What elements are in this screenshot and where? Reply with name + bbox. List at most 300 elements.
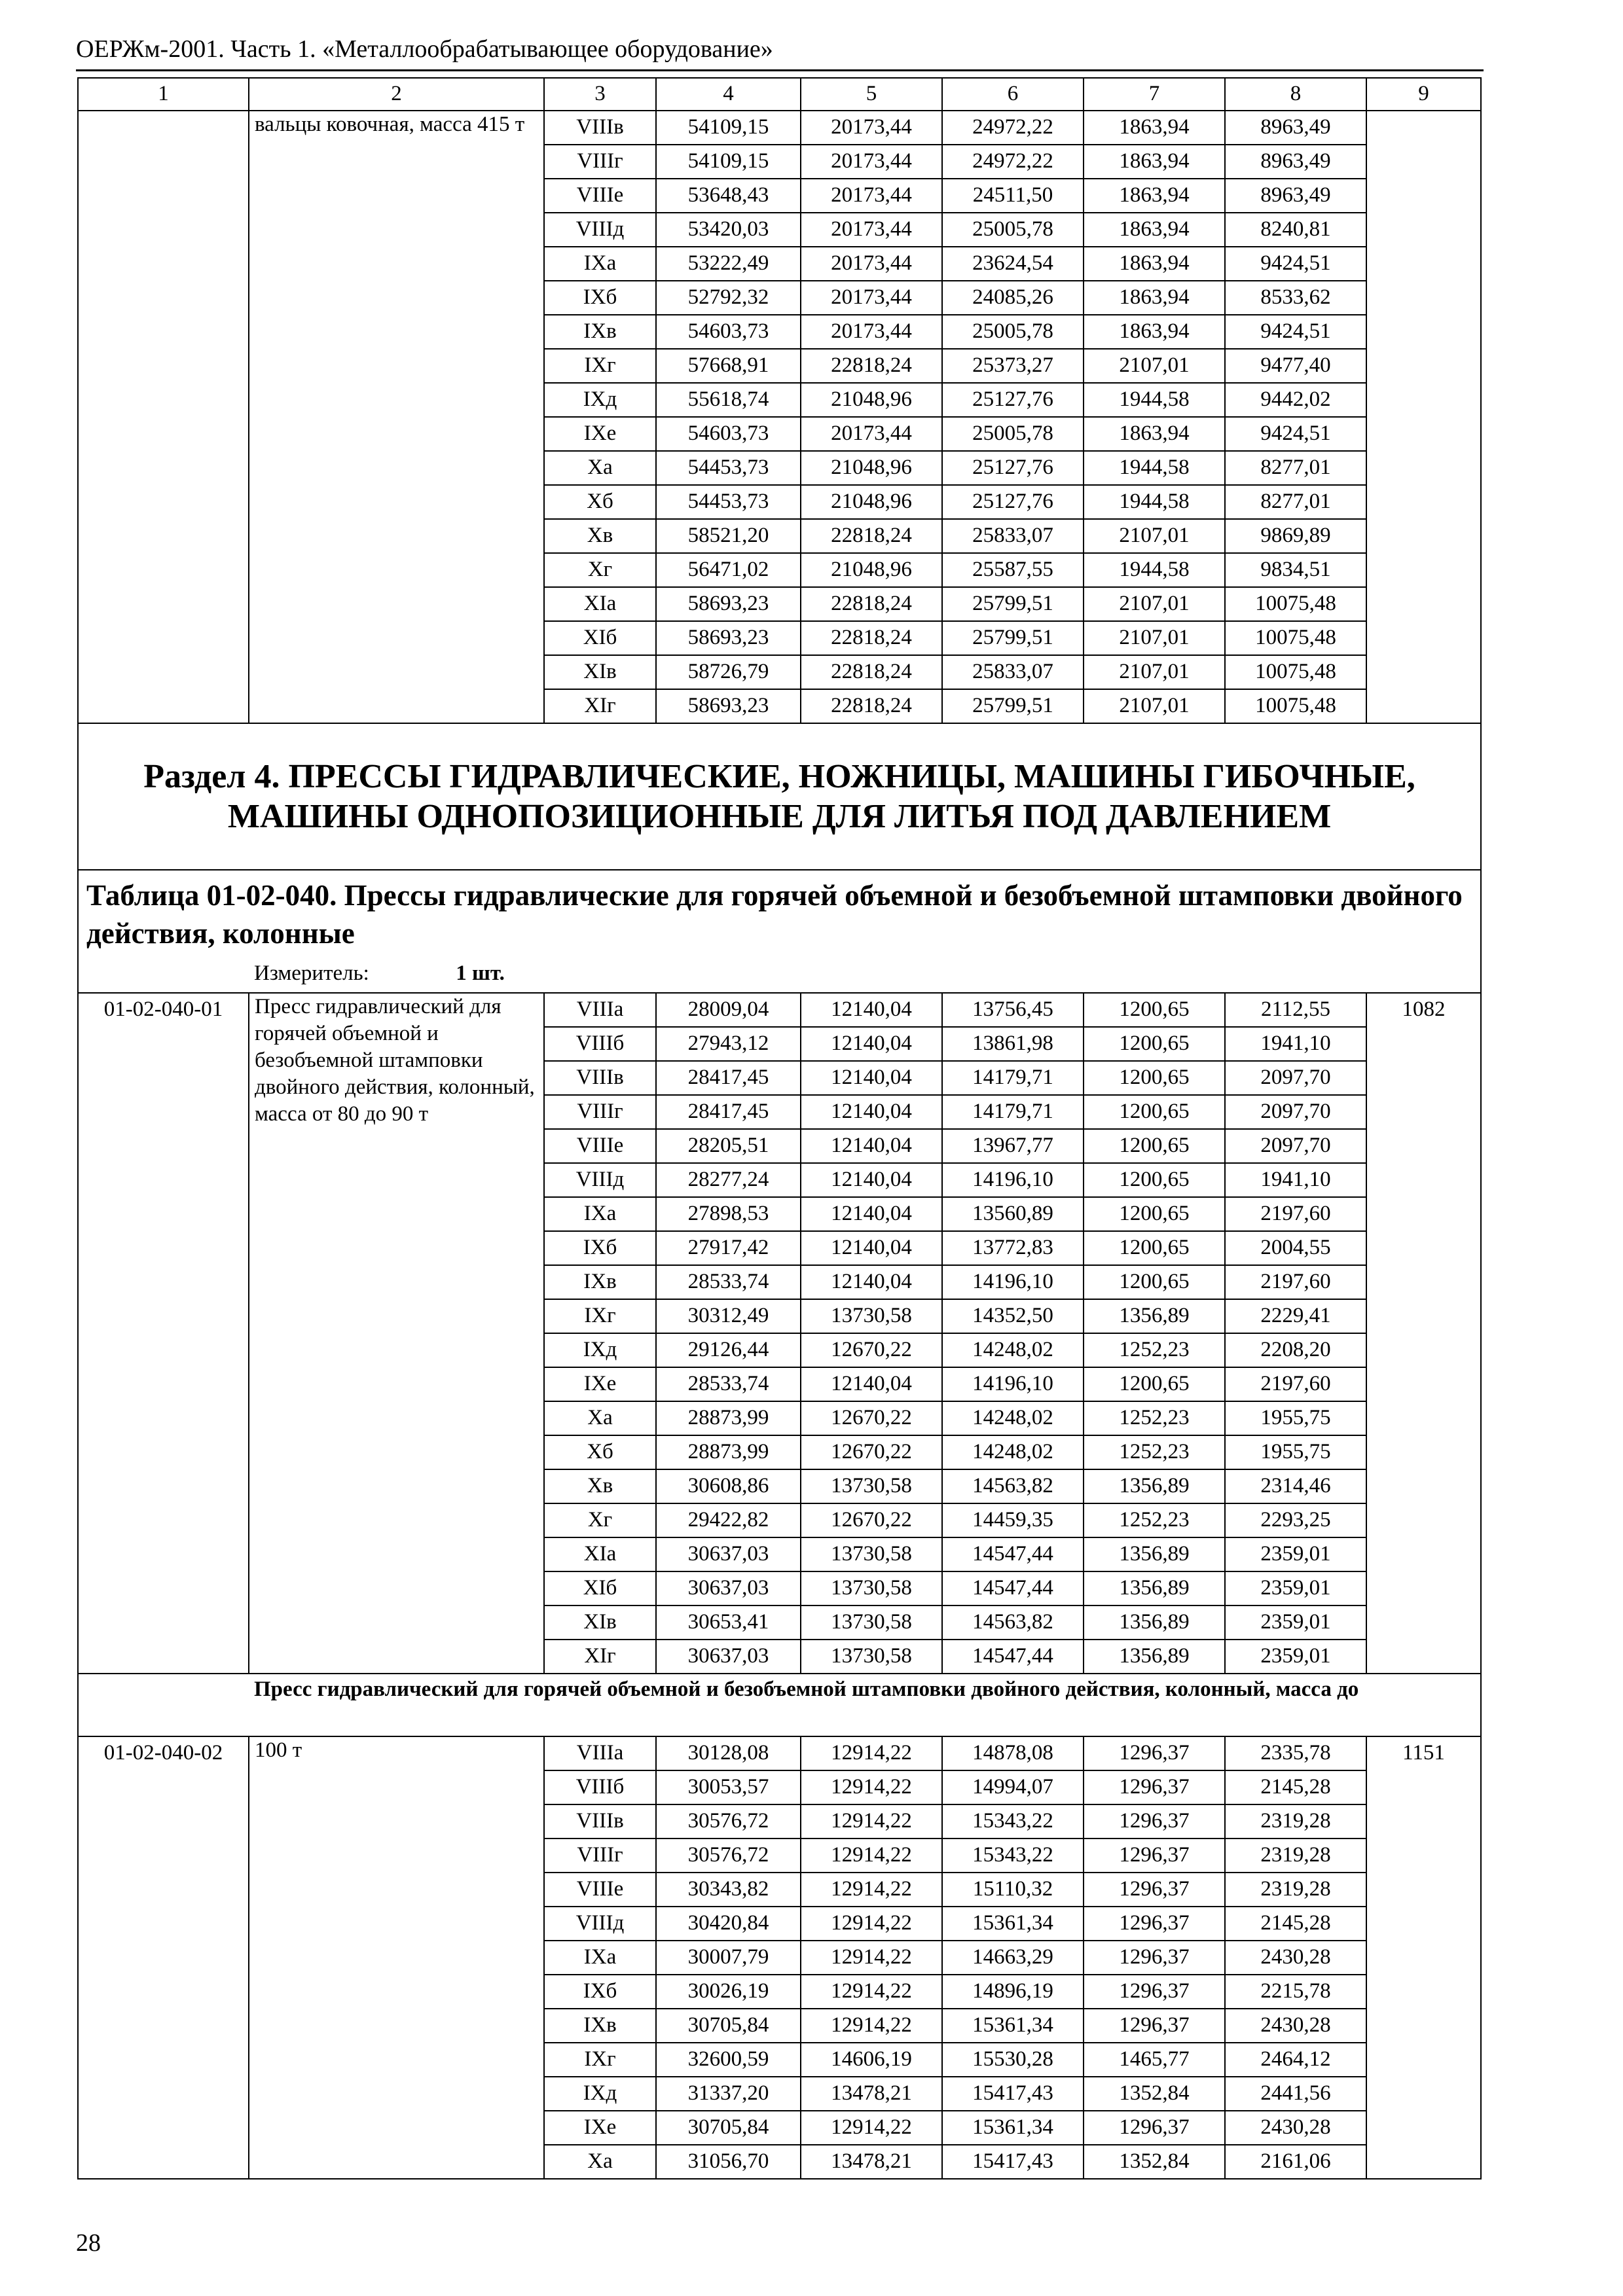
total-cost: 57668,91 bbox=[656, 349, 801, 383]
labor-hours-cell bbox=[1366, 1435, 1481, 1469]
zone-code: VIIIа bbox=[544, 1736, 656, 1770]
materials-cost: 2293,25 bbox=[1225, 1503, 1366, 1537]
rate-code-cell bbox=[78, 1941, 249, 1975]
operator-wage: 1296,37 bbox=[1084, 2009, 1225, 2043]
rate-code-cell bbox=[78, 1333, 249, 1367]
total-cost: 28873,99 bbox=[656, 1401, 801, 1435]
rate-code-cell bbox=[78, 349, 249, 383]
rate-code-cell bbox=[78, 1027, 249, 1061]
zone-code: VIIIб bbox=[544, 1770, 656, 1804]
zone-code: IXв bbox=[544, 2009, 656, 2043]
machine-cost: 24085,26 bbox=[942, 281, 1084, 315]
machine-cost: 14547,44 bbox=[942, 1537, 1084, 1571]
rate-code-cell bbox=[78, 2043, 249, 2077]
labor-cost: 12914,22 bbox=[801, 1839, 942, 1873]
machine-cost: 14663,29 bbox=[942, 1941, 1084, 1975]
machine-cost: 13772,83 bbox=[942, 1231, 1084, 1265]
operator-wage: 1944,58 bbox=[1084, 451, 1225, 485]
materials-cost: 8963,49 bbox=[1225, 179, 1366, 213]
labor-cost: 12914,22 bbox=[801, 1907, 942, 1941]
labor-cost: 12140,04 bbox=[801, 993, 942, 1027]
total-cost: 54109,15 bbox=[656, 145, 801, 179]
total-cost: 30576,72 bbox=[656, 1804, 801, 1839]
labor-cost: 13730,58 bbox=[801, 1469, 942, 1503]
total-cost: 30343,82 bbox=[656, 1873, 801, 1907]
labor-hours-cell bbox=[1366, 1163, 1481, 1197]
labor-cost: 22818,24 bbox=[801, 621, 942, 655]
labor-hours-cell bbox=[1366, 587, 1481, 621]
operator-wage: 1296,37 bbox=[1084, 2111, 1225, 2145]
zone-code: IXе bbox=[544, 2111, 656, 2145]
materials-cost: 2145,28 bbox=[1225, 1770, 1366, 1804]
operator-wage: 1863,94 bbox=[1084, 213, 1225, 247]
zone-code: IXе bbox=[544, 417, 656, 451]
total-cost: 54603,73 bbox=[656, 315, 801, 349]
measure-label: Измеритель: bbox=[254, 961, 369, 986]
materials-cost: 8277,01 bbox=[1225, 451, 1366, 485]
operator-wage: 1296,37 bbox=[1084, 1804, 1225, 1839]
total-cost: 27917,42 bbox=[656, 1231, 801, 1265]
total-cost: 30705,84 bbox=[656, 2009, 801, 2043]
zone-code: Xг bbox=[544, 553, 656, 587]
operator-wage: 1863,94 bbox=[1084, 111, 1225, 145]
labor-hours-cell bbox=[1366, 1265, 1481, 1299]
rates-table bbox=[77, 77, 1482, 2179]
total-cost: 30637,03 bbox=[656, 1571, 801, 1605]
zone-code: VIIIд bbox=[544, 1163, 656, 1197]
labor-cost: 21048,96 bbox=[801, 383, 942, 417]
labor-cost: 13730,58 bbox=[801, 1605, 942, 1640]
labor-cost: 14606,19 bbox=[801, 2043, 942, 2077]
labor-cost: 12670,22 bbox=[801, 1435, 942, 1469]
machine-cost: 15361,34 bbox=[942, 1907, 1084, 1941]
labor-hours-cell bbox=[1366, 485, 1481, 519]
materials-cost: 2430,28 bbox=[1225, 2009, 1366, 2043]
labor-hours-cell bbox=[1366, 1571, 1481, 1605]
labor-cost: 22818,24 bbox=[801, 519, 942, 553]
machine-cost: 24511,50 bbox=[942, 179, 1084, 213]
labor-cost: 20173,44 bbox=[801, 145, 942, 179]
total-cost: 58693,23 bbox=[656, 621, 801, 655]
labor-hours: 1082 bbox=[1366, 993, 1481, 1027]
materials-cost: 2319,28 bbox=[1225, 1804, 1366, 1839]
labor-hours-cell bbox=[1366, 1503, 1481, 1537]
materials-cost: 2430,28 bbox=[1225, 2111, 1366, 2145]
labor-hours-cell bbox=[1366, 1197, 1481, 1231]
operator-wage: 1252,23 bbox=[1084, 1401, 1225, 1435]
zone-code: VIIIг bbox=[544, 1095, 656, 1129]
labor-cost: 12140,04 bbox=[801, 1027, 942, 1061]
materials-cost: 2229,41 bbox=[1225, 1299, 1366, 1333]
rate-code-cell bbox=[78, 587, 249, 621]
materials-cost: 2112,55 bbox=[1225, 993, 1366, 1027]
labor-cost: 12670,22 bbox=[801, 1401, 942, 1435]
zone-code: VIIIд bbox=[544, 213, 656, 247]
labor-hours-cell bbox=[1366, 1231, 1481, 1265]
labor-cost: 20173,44 bbox=[801, 417, 942, 451]
column-number: 6 bbox=[942, 78, 1084, 111]
machine-cost: 14179,71 bbox=[942, 1061, 1084, 1095]
labor-cost: 12140,04 bbox=[801, 1367, 942, 1401]
labor-cost: 20173,44 bbox=[801, 281, 942, 315]
materials-cost: 9869,89 bbox=[1225, 519, 1366, 553]
total-cost: 28533,74 bbox=[656, 1367, 801, 1401]
materials-cost: 2335,78 bbox=[1225, 1736, 1366, 1770]
machine-cost: 25833,07 bbox=[942, 519, 1084, 553]
zone-code: Xа bbox=[544, 1401, 656, 1435]
rate-code-cell bbox=[78, 1367, 249, 1401]
labor-cost: 21048,96 bbox=[801, 485, 942, 519]
operator-wage: 1200,65 bbox=[1084, 1095, 1225, 1129]
materials-cost: 1955,75 bbox=[1225, 1401, 1366, 1435]
machine-cost: 15530,28 bbox=[942, 2043, 1084, 2077]
rate-code-cell bbox=[78, 1907, 249, 1941]
labor-cost: 22818,24 bbox=[801, 587, 942, 621]
machine-cost: 25127,76 bbox=[942, 383, 1084, 417]
total-cost: 28205,51 bbox=[656, 1129, 801, 1163]
rate-code: 01-02-040-02 bbox=[78, 1736, 249, 1770]
labor-hours-cell bbox=[1366, 1027, 1481, 1061]
labor-cost: 12914,22 bbox=[801, 1873, 942, 1907]
rate-code-cell bbox=[78, 1469, 249, 1503]
zone-code: IXв bbox=[544, 1265, 656, 1299]
total-cost: 29422,82 bbox=[656, 1503, 801, 1537]
labor-hours-cell bbox=[1366, 621, 1481, 655]
zone-code: Xб bbox=[544, 485, 656, 519]
zone-code: VIIIг bbox=[544, 145, 656, 179]
zone-code: Xг bbox=[544, 1503, 656, 1537]
labor-cost: 20173,44 bbox=[801, 111, 942, 145]
zone-code: IXб bbox=[544, 281, 656, 315]
operator-wage: 2107,01 bbox=[1084, 621, 1225, 655]
operator-wage: 1944,58 bbox=[1084, 383, 1225, 417]
operator-wage: 1296,37 bbox=[1084, 1907, 1225, 1941]
labor-cost: 13730,58 bbox=[801, 1537, 942, 1571]
equipment-name: 100 т bbox=[249, 1736, 544, 2179]
rate-code-cell bbox=[78, 1265, 249, 1299]
machine-cost: 15110,32 bbox=[942, 1873, 1084, 1907]
labor-cost: 20173,44 bbox=[801, 179, 942, 213]
total-cost: 30007,79 bbox=[656, 1941, 801, 1975]
rate-code-cell bbox=[78, 247, 249, 281]
machine-cost: 14878,08 bbox=[942, 1736, 1084, 1770]
machine-cost: 15343,22 bbox=[942, 1839, 1084, 1873]
labor-cost: 12914,22 bbox=[801, 1736, 942, 1770]
operator-wage: 1200,65 bbox=[1084, 1061, 1225, 1095]
operator-wage: 1296,37 bbox=[1084, 1770, 1225, 1804]
labor-hours-cell bbox=[1366, 213, 1481, 247]
labor-hours-cell bbox=[1366, 1640, 1481, 1674]
materials-cost: 1955,75 bbox=[1225, 1435, 1366, 1469]
operator-wage: 1863,94 bbox=[1084, 417, 1225, 451]
measure-line bbox=[86, 961, 1472, 986]
rate-code bbox=[78, 111, 249, 145]
table-row bbox=[78, 993, 1481, 1027]
operator-wage: 1252,23 bbox=[1084, 1435, 1225, 1469]
zone-code: IXб bbox=[544, 1975, 656, 2009]
labor-hours-cell bbox=[1366, 1061, 1481, 1095]
zone-code: IXд bbox=[544, 1333, 656, 1367]
materials-cost: 2097,70 bbox=[1225, 1129, 1366, 1163]
labor-hours: 1151 bbox=[1366, 1736, 1481, 1770]
materials-cost: 2314,46 bbox=[1225, 1469, 1366, 1503]
labor-hours-cell bbox=[1366, 1367, 1481, 1401]
materials-cost: 2319,28 bbox=[1225, 1839, 1366, 1873]
total-cost: 28277,24 bbox=[656, 1163, 801, 1197]
column-number: 4 bbox=[656, 78, 801, 111]
rate-code-cell bbox=[78, 1804, 249, 1839]
rate-code-cell bbox=[78, 1503, 249, 1537]
labor-hours-cell bbox=[1366, 519, 1481, 553]
materials-cost: 9424,51 bbox=[1225, 247, 1366, 281]
equipment-name: вальцы ковочная, масса 415 т bbox=[249, 111, 544, 723]
labor-cost: 21048,96 bbox=[801, 553, 942, 587]
labor-hours-cell bbox=[1366, 2077, 1481, 2111]
machine-cost: 25005,78 bbox=[942, 213, 1084, 247]
operator-wage: 1944,58 bbox=[1084, 485, 1225, 519]
labor-cost: 12914,22 bbox=[801, 2111, 942, 2145]
labor-cost: 12140,04 bbox=[801, 1061, 942, 1095]
materials-cost: 10075,48 bbox=[1225, 587, 1366, 621]
rate-code-cell bbox=[78, 689, 249, 723]
rate-code-cell bbox=[78, 2077, 249, 2111]
zone-code: Xа bbox=[544, 2145, 656, 2179]
section-row bbox=[78, 723, 1481, 870]
materials-cost: 2004,55 bbox=[1225, 1231, 1366, 1265]
materials-cost: 2197,60 bbox=[1225, 1197, 1366, 1231]
rate-code-cell bbox=[78, 1197, 249, 1231]
labor-hours-cell bbox=[1366, 2009, 1481, 2043]
labor-hours-cell bbox=[1366, 417, 1481, 451]
zone-code: VIIIе bbox=[544, 179, 656, 213]
labor-hours-cell bbox=[1366, 383, 1481, 417]
operator-wage: 1356,89 bbox=[1084, 1537, 1225, 1571]
machine-cost: 14248,02 bbox=[942, 1435, 1084, 1469]
table-body bbox=[78, 78, 1481, 2179]
total-cost: 27898,53 bbox=[656, 1197, 801, 1231]
machine-cost: 14352,50 bbox=[942, 1299, 1084, 1333]
subtitle-spacer bbox=[78, 1674, 249, 1736]
total-cost: 30608,86 bbox=[656, 1469, 801, 1503]
labor-hours-cell bbox=[1366, 1605, 1481, 1640]
total-cost: 30637,03 bbox=[656, 1537, 801, 1571]
total-cost: 53648,43 bbox=[656, 179, 801, 213]
zone-code: XIв bbox=[544, 1605, 656, 1640]
materials-cost: 10075,48 bbox=[1225, 655, 1366, 689]
rate-code-cell bbox=[78, 655, 249, 689]
labor-cost: 12914,22 bbox=[801, 1941, 942, 1975]
materials-cost: 2145,28 bbox=[1225, 1907, 1366, 1941]
materials-cost: 2464,12 bbox=[1225, 2043, 1366, 2077]
operator-wage: 1944,58 bbox=[1084, 553, 1225, 587]
total-cost: 58521,20 bbox=[656, 519, 801, 553]
operator-wage: 1296,37 bbox=[1084, 1736, 1225, 1770]
zone-code: IXд bbox=[544, 2077, 656, 2111]
labor-hours-cell bbox=[1366, 1873, 1481, 1907]
page-header: ОЕРЖм-2001. Часть 1. «Металлообрабатывающее оборудование» bbox=[76, 35, 773, 63]
operator-wage: 1356,89 bbox=[1084, 1640, 1225, 1674]
section-title: Раздел 4. ПРЕССЫ ГИДРАВЛИЧЕСКИЕ, НОЖНИЦЫ, МАШИНЫ ГИБОЧНЫЕ, МАШИНЫ ОДНОПОЗИЦИОННЫЕ ДЛЯ ЛИТЬЯ ПОД ДАВЛЕНИЕМ bbox=[78, 723, 1481, 870]
total-cost: 30128,08 bbox=[656, 1736, 801, 1770]
materials-cost: 8277,01 bbox=[1225, 485, 1366, 519]
labor-cost: 12914,22 bbox=[801, 2009, 942, 2043]
operator-wage: 1863,94 bbox=[1084, 145, 1225, 179]
labor-cost: 12670,22 bbox=[801, 1333, 942, 1367]
rate-code-cell bbox=[78, 1571, 249, 1605]
materials-cost: 2097,70 bbox=[1225, 1061, 1366, 1095]
machine-cost: 15417,43 bbox=[942, 2077, 1084, 2111]
operator-wage: 1352,84 bbox=[1084, 2145, 1225, 2179]
materials-cost: 2430,28 bbox=[1225, 1941, 1366, 1975]
machine-cost: 15361,34 bbox=[942, 2009, 1084, 2043]
rate-code-cell bbox=[78, 1163, 249, 1197]
total-cost: 28417,45 bbox=[656, 1061, 801, 1095]
materials-cost: 2359,01 bbox=[1225, 1537, 1366, 1571]
machine-cost: 15361,34 bbox=[942, 2111, 1084, 2145]
labor-hours-cell bbox=[1366, 349, 1481, 383]
labor-hours-cell bbox=[1366, 247, 1481, 281]
machine-cost: 25799,51 bbox=[942, 621, 1084, 655]
rate-code-cell bbox=[78, 1975, 249, 2009]
operator-wage: 1200,65 bbox=[1084, 1197, 1225, 1231]
total-cost: 32600,59 bbox=[656, 2043, 801, 2077]
total-cost: 54603,73 bbox=[656, 417, 801, 451]
zone-code: IXа bbox=[544, 1941, 656, 1975]
operator-wage: 1352,84 bbox=[1084, 2077, 1225, 2111]
total-cost: 28533,74 bbox=[656, 1265, 801, 1299]
zone-code: XIг bbox=[544, 1640, 656, 1674]
operator-wage: 1356,89 bbox=[1084, 1469, 1225, 1503]
rate-code-cell bbox=[78, 2111, 249, 2145]
machine-cost: 14547,44 bbox=[942, 1640, 1084, 1674]
header-rule bbox=[76, 69, 1484, 71]
machine-cost: 15343,22 bbox=[942, 1804, 1084, 1839]
labor-cost: 12914,22 bbox=[801, 1804, 942, 1839]
total-cost: 54453,73 bbox=[656, 485, 801, 519]
machine-cost: 13861,98 bbox=[942, 1027, 1084, 1061]
operator-wage: 1200,65 bbox=[1084, 1163, 1225, 1197]
operator-wage: 1863,94 bbox=[1084, 281, 1225, 315]
rate-code-cell bbox=[78, 553, 249, 587]
materials-cost: 2441,56 bbox=[1225, 2077, 1366, 2111]
total-cost: 30026,19 bbox=[656, 1975, 801, 2009]
column-number: 1 bbox=[78, 78, 249, 111]
labor-hours-cell bbox=[1366, 451, 1481, 485]
machine-cost: 25005,78 bbox=[942, 315, 1084, 349]
machine-cost: 25127,76 bbox=[942, 485, 1084, 519]
operator-wage: 2107,01 bbox=[1084, 655, 1225, 689]
materials-cost: 9424,51 bbox=[1225, 315, 1366, 349]
labor-cost: 12914,22 bbox=[801, 1770, 942, 1804]
labor-hours-cell bbox=[1366, 2111, 1481, 2145]
total-cost: 55618,74 bbox=[656, 383, 801, 417]
materials-cost: 8963,49 bbox=[1225, 145, 1366, 179]
labor-hours-cell bbox=[1366, 179, 1481, 213]
zone-code: IXб bbox=[544, 1231, 656, 1265]
labor-hours-cell bbox=[1366, 1770, 1481, 1804]
labor-hours-cell bbox=[1366, 1537, 1481, 1571]
materials-cost: 2208,20 bbox=[1225, 1333, 1366, 1367]
rate-code-cell bbox=[78, 1839, 249, 1873]
materials-cost: 9424,51 bbox=[1225, 417, 1366, 451]
total-cost: 58693,23 bbox=[656, 689, 801, 723]
total-cost: 54109,15 bbox=[656, 111, 801, 145]
total-cost: 30312,49 bbox=[656, 1299, 801, 1333]
operator-wage: 1200,65 bbox=[1084, 1027, 1225, 1061]
zone-code: IXе bbox=[544, 1367, 656, 1401]
labor-hours-cell bbox=[1366, 1129, 1481, 1163]
table-title: Таблица 01-02-040. Прессы гидравлические для горячей объемной и безобъемной штамповки двойного действия, колонные bbox=[86, 879, 1463, 950]
machine-cost: 15417,43 bbox=[942, 2145, 1084, 2179]
labor-hours-cell bbox=[1366, 281, 1481, 315]
total-cost: 53420,03 bbox=[656, 213, 801, 247]
rate-code-cell bbox=[78, 485, 249, 519]
machine-cost: 25373,27 bbox=[942, 349, 1084, 383]
rate-code-cell bbox=[78, 417, 249, 451]
zone-code: VIIIд bbox=[544, 1907, 656, 1941]
labor-cost: 20173,44 bbox=[801, 247, 942, 281]
table-title-cell bbox=[78, 870, 1481, 993]
total-cost: 56471,02 bbox=[656, 553, 801, 587]
zone-code: VIIIа bbox=[544, 993, 656, 1027]
zone-code: VIIIг bbox=[544, 1839, 656, 1873]
zone-code: XIг bbox=[544, 689, 656, 723]
labor-hours-cell bbox=[1366, 1299, 1481, 1333]
materials-cost: 8533,62 bbox=[1225, 281, 1366, 315]
zone-code: VIIIв bbox=[544, 1061, 656, 1095]
total-cost: 30705,84 bbox=[656, 2111, 801, 2145]
total-cost: 28417,45 bbox=[656, 1095, 801, 1129]
materials-cost: 2359,01 bbox=[1225, 1640, 1366, 1674]
machine-cost: 14563,82 bbox=[942, 1469, 1084, 1503]
column-number: 5 bbox=[801, 78, 942, 111]
labor-cost: 22818,24 bbox=[801, 349, 942, 383]
zone-code: Xб bbox=[544, 1435, 656, 1469]
total-cost: 30576,72 bbox=[656, 1839, 801, 1873]
machine-cost: 13967,77 bbox=[942, 1129, 1084, 1163]
rate-code-cell bbox=[78, 281, 249, 315]
materials-cost: 2161,06 bbox=[1225, 2145, 1366, 2179]
zone-code: XIв bbox=[544, 655, 656, 689]
machine-cost: 14196,10 bbox=[942, 1163, 1084, 1197]
operator-wage: 1465,77 bbox=[1084, 2043, 1225, 2077]
operator-wage: 1296,37 bbox=[1084, 1941, 1225, 1975]
rate-code-cell bbox=[78, 621, 249, 655]
labor-hours bbox=[1366, 111, 1481, 145]
zone-code: XIб bbox=[544, 621, 656, 655]
machine-cost: 13756,45 bbox=[942, 993, 1084, 1027]
operator-wage: 2107,01 bbox=[1084, 689, 1225, 723]
labor-cost: 21048,96 bbox=[801, 451, 942, 485]
machine-cost: 14547,44 bbox=[942, 1571, 1084, 1605]
materials-cost: 2359,01 bbox=[1225, 1605, 1366, 1640]
rate-code-cell bbox=[78, 451, 249, 485]
materials-cost: 8240,81 bbox=[1225, 213, 1366, 247]
zone-code: IXг bbox=[544, 349, 656, 383]
operator-wage: 1200,65 bbox=[1084, 1265, 1225, 1299]
measure-value: 1 шт. bbox=[456, 961, 505, 986]
labor-hours-cell bbox=[1366, 1401, 1481, 1435]
operator-wage: 1296,37 bbox=[1084, 1839, 1225, 1873]
total-cost: 30420,84 bbox=[656, 1907, 801, 1941]
total-cost: 30053,57 bbox=[656, 1770, 801, 1804]
labor-cost: 22818,24 bbox=[801, 655, 942, 689]
total-cost: 30653,41 bbox=[656, 1605, 801, 1640]
rate-code-cell bbox=[78, 213, 249, 247]
labor-cost: 12670,22 bbox=[801, 1503, 942, 1537]
rate-code-cell bbox=[78, 1299, 249, 1333]
machine-cost: 14994,07 bbox=[942, 1770, 1084, 1804]
